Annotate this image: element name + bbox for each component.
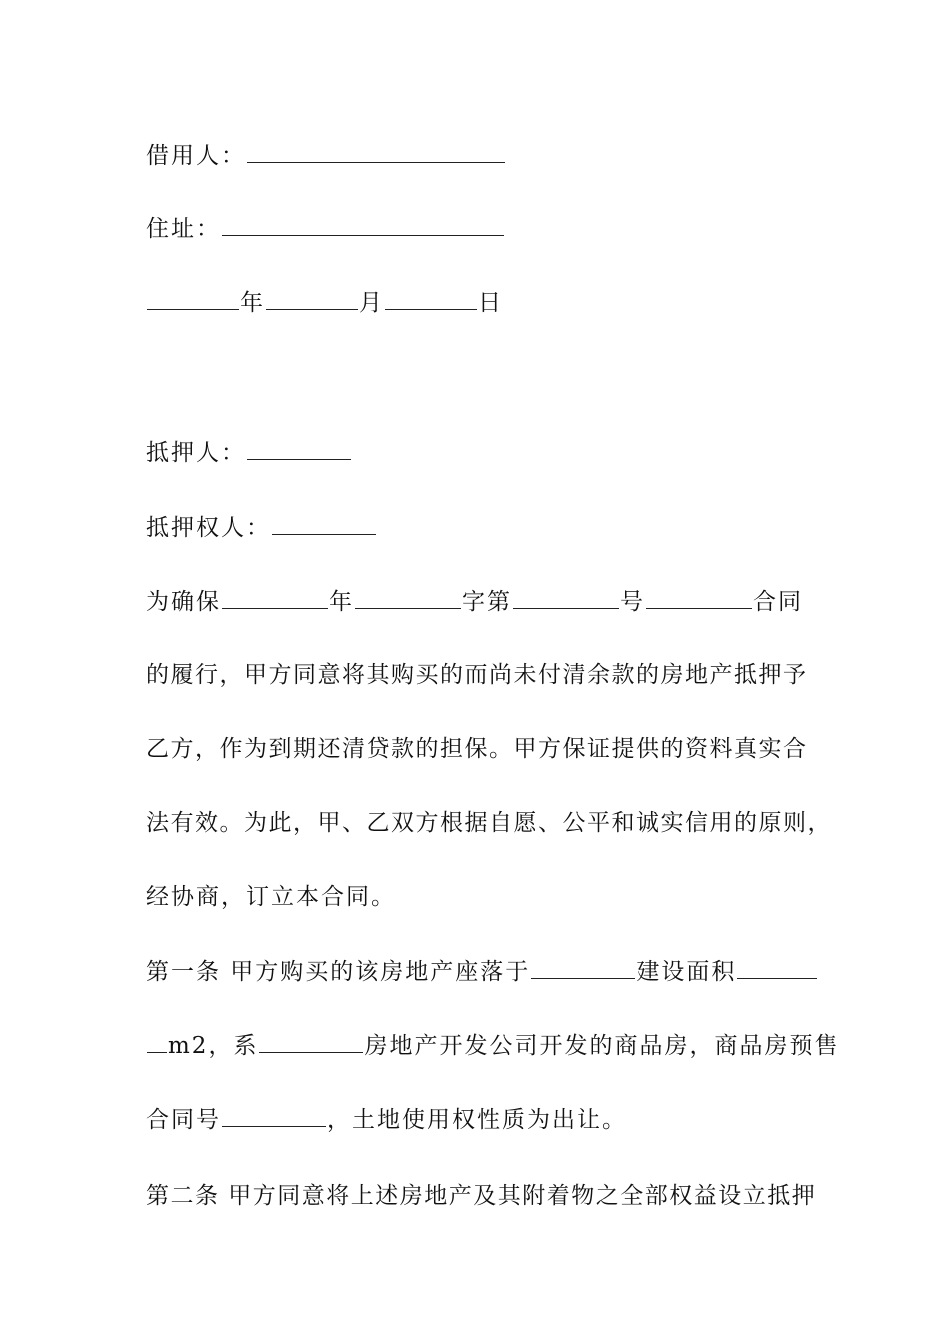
preamble-text: 合同	[753, 589, 803, 615]
address-blank[interactable]	[222, 213, 504, 236]
preamble-line-4: 法有效。为此，甲、乙双方根据自愿、公平和诚实信用的原则，	[146, 810, 832, 836]
article2-line-1: 第二条 甲方同意将上述房地产及其附着物之全部权益设立抵押	[146, 1183, 817, 1209]
building-area-blank[interactable]	[737, 956, 817, 979]
preamble-line-5: 经协商，订立本合同。	[146, 884, 396, 910]
preamble-text: 字第	[462, 589, 512, 615]
preamble-text: 号	[620, 589, 645, 615]
article1-text: 房地产开发公司开发的商品房，商品房预售	[364, 1033, 840, 1059]
preamble-line-1	[146, 586, 803, 617]
contract-char-blank[interactable]	[355, 586, 461, 609]
preamble-text: 年	[329, 589, 354, 615]
contract-number-blank[interactable]	[513, 586, 619, 609]
borrower-line	[146, 140, 506, 171]
mortgagor-blank[interactable]	[247, 437, 351, 460]
month-blank[interactable]	[266, 287, 358, 310]
property-location-blank[interactable]	[531, 956, 635, 979]
article1-line-2	[146, 1030, 839, 1061]
article1-text: m2，系	[168, 1033, 259, 1059]
article1-text: 第一条 甲方购买的该房地产座落于	[146, 959, 531, 985]
mortgagor-line	[146, 437, 352, 468]
building-area-blank-cont[interactable]	[147, 1030, 167, 1053]
mortgagee-label: 抵押权人：	[146, 515, 271, 541]
preamble-line-2: 的履行，甲方同意将其购买的而尚未付清余款的房地产抵押予	[146, 662, 808, 688]
article1-text: 建设面积	[636, 959, 737, 985]
day-blank[interactable]	[385, 287, 477, 310]
contract-year-blank[interactable]	[222, 586, 328, 609]
developer-blank[interactable]	[259, 1030, 363, 1053]
borrower-label: 借用人：	[146, 143, 246, 169]
borrower-blank[interactable]	[247, 140, 505, 163]
mortgagee-line	[146, 512, 377, 543]
date-line	[146, 287, 503, 318]
date-day-label: 日	[478, 290, 503, 316]
address-label: 住址：	[146, 216, 221, 242]
date-month-label: 月	[359, 290, 384, 316]
article1-line-3	[146, 1104, 627, 1135]
mortgagor-label: 抵押人：	[146, 440, 246, 466]
presale-contract-blank[interactable]	[222, 1104, 326, 1127]
address-line	[146, 213, 505, 244]
article1-text: ，土地使用权性质为出让。	[327, 1107, 627, 1133]
date-year-label: 年	[240, 290, 265, 316]
article1-line-1	[146, 956, 818, 987]
year-blank[interactable]	[147, 287, 239, 310]
preamble-text: 为确保	[146, 589, 221, 615]
mortgagee-blank[interactable]	[272, 512, 376, 535]
contract-name-blank[interactable]	[646, 586, 752, 609]
preamble-line-3: 乙方，作为到期还清贷款的担保。甲方保证提供的资料真实合	[146, 736, 808, 762]
article1-text: 合同号	[146, 1107, 221, 1133]
